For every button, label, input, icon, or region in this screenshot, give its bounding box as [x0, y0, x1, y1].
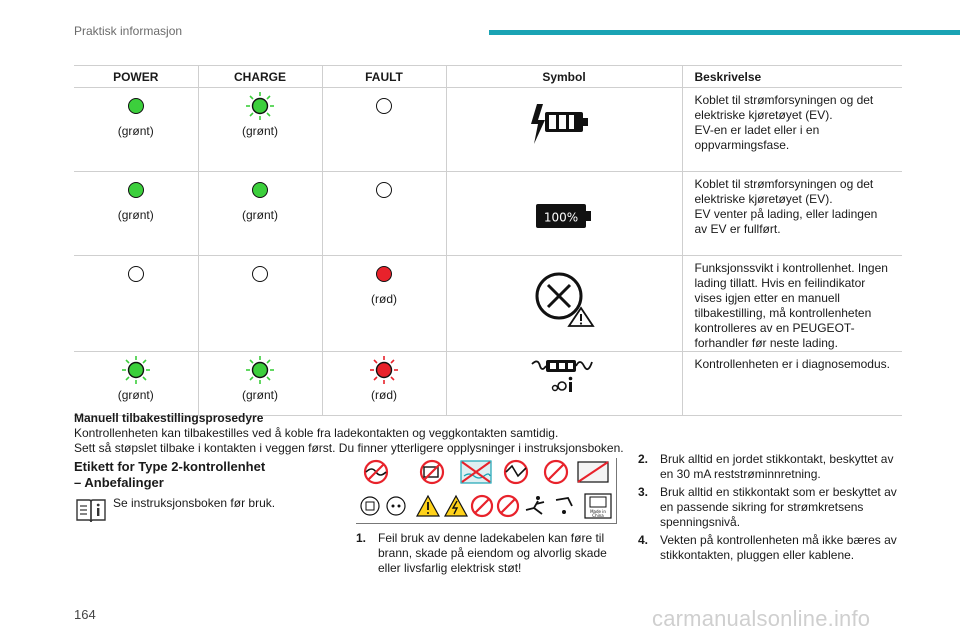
- safety-list-left: [356, 531, 626, 579]
- fault-led-flashing-red: [369, 355, 399, 385]
- power-led-flashing-green: [121, 355, 151, 385]
- manual-reset-line: Kontrollenheten kan tilbakestilles ved å koble fra ladekontakten og veggkontakten samtidig.: [74, 426, 559, 440]
- row-description: Koblet til strømforsyningen og det elektriske kjøretøyet (EV). EV venter på lading, eller ladingen av EV er fullført.: [682, 172, 902, 256]
- list-item: 3. Bruk alltid en stikkontakt som er beskyttet av en passende sikring for strømkretsens spenningsnivå.: [638, 485, 897, 529]
- table-row: [74, 88, 902, 172]
- table-row: [74, 352, 902, 416]
- book-note: Se instruksjonsboken før bruk.: [113, 496, 276, 510]
- no-extension-cable-icon: [365, 461, 387, 483]
- label-section-title: Etikett for Type 2-kontrollenhet – Anbefalinger: [74, 459, 266, 490]
- read-manual-icon: [361, 497, 379, 515]
- no-water-icon: [461, 461, 491, 483]
- watermark: carmanualsonline.info: [652, 606, 871, 631]
- no-modification-icon: [472, 496, 492, 516]
- col-charge: CHARGE: [198, 66, 322, 88]
- led-label: (rød): [371, 292, 397, 306]
- led-label: (grønt): [117, 124, 154, 138]
- diagnostic-mode-icon: [528, 356, 600, 396]
- no-car-wash-icon: [578, 462, 608, 482]
- charge-led-off: [252, 266, 268, 282]
- electric-shock-icon: [445, 496, 467, 516]
- charge-led-flashing-green: [245, 355, 275, 385]
- charging-battery-icon: [529, 100, 599, 150]
- fault-led-red: [376, 266, 392, 282]
- manual-reset-heading: Manuell tilbakestillingsprosedyre: [74, 411, 264, 425]
- led-label: (rød): [371, 388, 397, 402]
- status-table: [74, 65, 902, 416]
- instruction-book-icon: [75, 496, 107, 524]
- col-power: POWER: [74, 66, 198, 88]
- col-symbol: Symbol: [446, 66, 682, 88]
- led-label: (grønt): [117, 208, 154, 222]
- manual-reset-line: Sett så støpslet tilbake i kontakten i veggen først. Du finner ytterligere opplysninger i instruksjonsboken.: [74, 441, 624, 455]
- table-row: [74, 256, 902, 352]
- safety-list-right: [638, 452, 908, 566]
- manual-reset-section: [74, 411, 634, 456]
- power-led-off: [128, 266, 144, 282]
- led-label: (grønt): [242, 124, 278, 138]
- row-description: Funksjonssvikt i kontrollenhet. Ingen lading tillatt. Hvis en feilindikator vises igjen etter en manuell tilbakestilling, må kontrollenheten kontrolleres av en PEUGEOT-forhandler før neste lading.: [682, 256, 902, 352]
- charge-led-green: [252, 182, 268, 198]
- fault-led-off: [376, 98, 392, 114]
- fault-x-warning-icon: [529, 266, 599, 330]
- col-fault: FAULT: [322, 66, 446, 88]
- col-description: Beskrivelse: [682, 66, 902, 88]
- led-label: (grønt): [242, 388, 278, 402]
- warning-triangle-icon: [417, 496, 439, 516]
- header-accent-bar: [489, 30, 960, 35]
- no-damaged-cable-icon: [545, 461, 567, 483]
- list-item: 2. Bruk alltid en jordet stikkontakt, beskyttet av en 30 mA reststrøminnretning.: [638, 452, 894, 481]
- no-heat-icon: [498, 496, 518, 516]
- trip-hazard-icon: [526, 496, 544, 514]
- row-description: Kontrollenheten er i diagnosemodus.: [682, 352, 902, 416]
- table-row: [74, 172, 902, 256]
- power-led-green: [128, 182, 144, 198]
- list-item: 4. Vekten på kontrollenheten må ikke bæres av stikkontakten, pluggen eller kablene.: [638, 533, 897, 562]
- fault-led-off: [376, 182, 392, 198]
- charge-led-flashing-green: [245, 91, 275, 121]
- svg-text:Made in: Made in: [590, 509, 606, 514]
- page-number: 164: [74, 607, 96, 622]
- led-label: (grønt): [242, 208, 278, 222]
- no-adapter-icon: [421, 461, 443, 483]
- warning-label-panel: [356, 458, 617, 524]
- made-in-china-badge: [585, 494, 611, 518]
- power-led-green: [128, 98, 144, 114]
- battery-full-icon: [534, 202, 594, 232]
- no-pulling-cable-icon: [556, 498, 572, 514]
- led-label: (grønt): [117, 388, 154, 402]
- grounded-outlet-icon: [387, 497, 405, 515]
- svg-text:100%: 100%: [543, 210, 579, 225]
- page-section-title: Praktisk informasjon: [74, 24, 183, 38]
- row-description: Koblet til strømforsyningen og det elektriske kjøretøyet (EV). EV-en er ladet eller i en oppvarmingsfase.: [682, 88, 902, 172]
- no-kinked-cable-icon: [505, 461, 527, 483]
- list-item: 1. Feil bruk av denne ladekabelen kan føre til brann, skade på eiendom og alvorlig skade eller livsfarlig elektrisk støt!: [356, 531, 607, 575]
- svg-text:China: China: [592, 513, 604, 518]
